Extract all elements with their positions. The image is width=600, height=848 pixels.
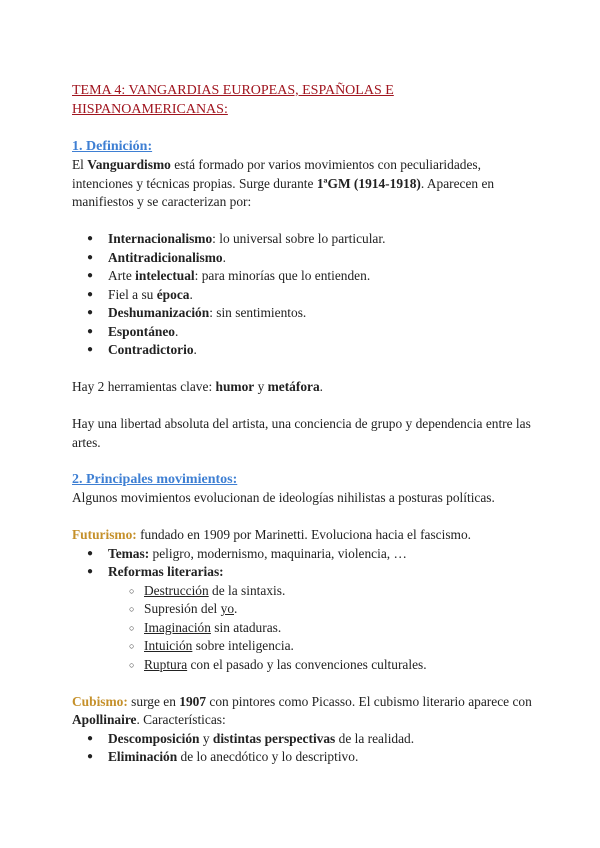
text-run: con pintores como Picasso. El cubismo literario aparece con xyxy=(206,693,532,709)
bold-run: Reformas literarias: xyxy=(108,564,224,579)
underlined-run: Ruptura xyxy=(144,656,188,672)
list-item xyxy=(72,600,534,619)
bold-run: Vanguardismo xyxy=(87,157,171,172)
tools-paragraph xyxy=(72,378,534,397)
title-line-2: HISPANOAMERICANAS: xyxy=(72,101,228,117)
bullet-icon: ● xyxy=(87,547,94,559)
bullet-icon: ● xyxy=(87,251,94,263)
text-run: sobre inteligencia. xyxy=(192,638,294,653)
text-run: está formado por varios movimientos con peculiaridades, intenciones y técnicas propias. Surge durante xyxy=(72,157,481,191)
text-run: con el pasado y las convenciones culturales. xyxy=(187,656,427,672)
bold-run: intelectual xyxy=(135,268,195,283)
text-run: Arte xyxy=(108,268,136,283)
text-run: fundado en 1909 por Marinetti. Evoluciona hacia el fascismo. xyxy=(136,527,472,542)
bullet-icon: ● xyxy=(87,751,94,762)
bullet-icon: ● xyxy=(87,288,94,300)
characteristics-list xyxy=(72,230,534,360)
list-item xyxy=(72,304,534,323)
text-run: . xyxy=(319,379,324,394)
text-run: surge en xyxy=(127,693,180,709)
bold-run: Espontáneo xyxy=(108,323,175,339)
section-2-heading: 2. Principales movimientos: xyxy=(72,471,238,487)
text-run: Fiel a su xyxy=(108,286,157,302)
futurismo-label: Futurismo: xyxy=(72,527,137,542)
reformas-list xyxy=(72,582,534,675)
text-run: . xyxy=(193,342,197,357)
list-item xyxy=(72,341,534,360)
text-run: El xyxy=(72,157,88,172)
bold-run: Deshumanización xyxy=(108,305,210,320)
text-run: Supresión del xyxy=(144,601,221,616)
text-run: de la realidad. xyxy=(335,730,415,746)
circle-bullet-icon: ○ xyxy=(129,604,135,614)
bullet-icon: ● xyxy=(87,307,94,318)
text-run: de lo anecdótico y lo descriptivo. xyxy=(177,749,359,764)
list-item xyxy=(72,267,534,286)
bold-run: distintas perspectivas xyxy=(212,730,336,746)
text-run: : sin sentimientos. xyxy=(209,305,307,320)
circle-bullet-icon: ○ xyxy=(129,622,135,633)
bullet-icon: ● xyxy=(87,325,94,337)
text-run: peligro, modernismo, maquinaria, violencia, … xyxy=(149,545,407,561)
cubismo-label: Cubismo: xyxy=(72,693,128,709)
bold-run: Contradictorio xyxy=(108,342,194,357)
list-item xyxy=(72,748,534,767)
list-item xyxy=(72,545,534,564)
text-run: de la sintaxis. xyxy=(208,582,286,598)
list-item xyxy=(72,249,534,268)
list-item xyxy=(72,286,534,305)
bold-run: Descomposición xyxy=(108,730,200,746)
list-item xyxy=(72,323,534,342)
underlined-run: Destrucción xyxy=(144,582,209,598)
text-run: Hay 2 herramientas clave: xyxy=(72,379,216,394)
underlined-run: yo xyxy=(220,601,235,616)
list-item xyxy=(72,656,534,675)
list-item xyxy=(72,619,534,638)
cubismo-list xyxy=(72,730,534,767)
text-run: . xyxy=(189,286,193,302)
bullet-icon: ● xyxy=(87,270,94,281)
text-run: : para minorías que lo entienden. xyxy=(194,268,371,283)
text-run: : lo universal sobre lo particular. xyxy=(212,231,386,246)
text-run: y xyxy=(254,379,268,394)
underlined-run: Imaginación xyxy=(144,619,211,635)
bold-run: Temas: xyxy=(108,545,150,561)
list-item xyxy=(72,582,534,601)
bullet-icon: ● xyxy=(87,566,94,577)
cubismo-paragraph xyxy=(72,693,534,730)
bold-run: Eliminación xyxy=(108,749,178,764)
bold-run: Internacionalismo xyxy=(108,231,213,246)
bold-run: época xyxy=(156,286,190,302)
text-run: . xyxy=(222,249,226,265)
circle-bullet-icon: ○ xyxy=(129,585,135,596)
futurismo-list xyxy=(72,545,534,582)
underlined-run: Intuición xyxy=(144,638,193,653)
movements-intro: Algunos movimientos evolucionan de ideologías nihilistas a posturas políticas. xyxy=(72,490,495,505)
bullet-icon: ● xyxy=(87,732,94,744)
title-line-1: TEMA 4: VANGARDIAS EUROPEAS, ESPAÑOLAS E xyxy=(72,83,394,98)
text-run: . xyxy=(174,323,179,339)
list-item xyxy=(72,230,534,249)
text-run: . xyxy=(234,601,238,616)
text-run: . Aparecen en manifiestos y se caracterizan por: xyxy=(72,175,495,209)
bold-run: 1907 xyxy=(179,693,207,709)
text-run: . Características: xyxy=(136,712,226,727)
freedom-paragraph: Hay una libertad absoluta del artista, una conciencia de grupo y dependencia entre las artes. xyxy=(72,416,531,450)
text-run: sin ataduras. xyxy=(210,619,282,635)
futurismo-paragraph xyxy=(72,526,534,545)
bold-run: Apollinaire xyxy=(72,712,137,727)
circle-bullet-icon: ○ xyxy=(129,659,135,670)
bold-run: Antitradicionalismo xyxy=(108,249,223,265)
list-item xyxy=(72,730,534,749)
bold-run: humor xyxy=(215,379,255,394)
document-content xyxy=(72,82,534,767)
bullet-icon: ● xyxy=(87,233,94,244)
document-title xyxy=(72,82,534,119)
list-item xyxy=(72,637,534,656)
section-1-heading: 1. Definición: xyxy=(72,138,153,154)
bullet-icon: ● xyxy=(87,344,94,355)
circle-bullet-icon: ○ xyxy=(129,641,135,651)
definition-paragraph xyxy=(72,156,534,212)
bold-run: 1ªGM (1914-1918) xyxy=(316,175,421,191)
text-run: y xyxy=(199,730,213,746)
bold-run: metáfora xyxy=(267,379,320,394)
list-item xyxy=(72,563,534,582)
